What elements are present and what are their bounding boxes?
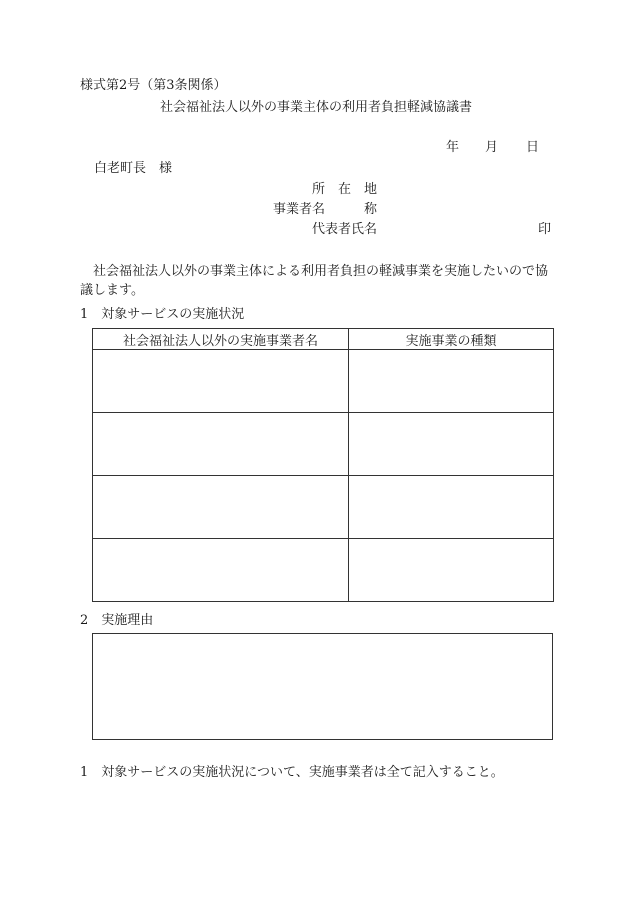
column-header-service-type: 実施事業の種類 [349,329,554,350]
service-status-table [92,328,554,602]
table-row [93,539,554,602]
table-header-row [93,329,554,350]
section-2-heading: 2 実施理由 [80,613,154,628]
reason-box[interactable] [92,633,553,740]
section-1-heading: 1 対象サービスの実施状況 [80,307,245,322]
seal-mark: 印 [538,222,552,237]
business-name-cell[interactable] [93,539,349,602]
table-row [93,476,554,539]
document-title: 社会福祉法人以外の事業主体の利用者負担軽減協議書 [160,100,473,115]
footnote: 1 対象サービスの実施状況について、実施事業者は全て記入すること。 [80,765,504,780]
addressee: 白老町長 様 [94,161,173,176]
address-label: 所 在 地 [312,182,378,197]
date-year-label: 年 [446,140,460,155]
form-number-label: 様式第2号（第3条関係） [80,78,227,93]
representative-name-label: 代表者氏名 [312,222,378,237]
body-paragraph: 社会福祉法人以外の事業主体による利用者負担の軽減事業を実施したいので協議します。 [80,264,549,298]
column-header-business-name: 社会福祉法人以外の実施事業者名 [93,329,349,350]
business-name-label: 事業者名 称 [273,202,378,217]
service-type-cell[interactable] [349,413,554,476]
date-day-label: 日 [526,140,540,155]
table-row [93,350,554,413]
business-name-cell[interactable] [93,413,349,476]
service-type-cell[interactable] [349,350,554,413]
service-type-cell[interactable] [349,476,554,539]
table-row [93,413,554,476]
business-name-cell[interactable] [93,476,349,539]
date-month-label: 月 [485,140,499,155]
service-type-cell[interactable] [349,539,554,602]
business-name-cell[interactable] [93,350,349,413]
